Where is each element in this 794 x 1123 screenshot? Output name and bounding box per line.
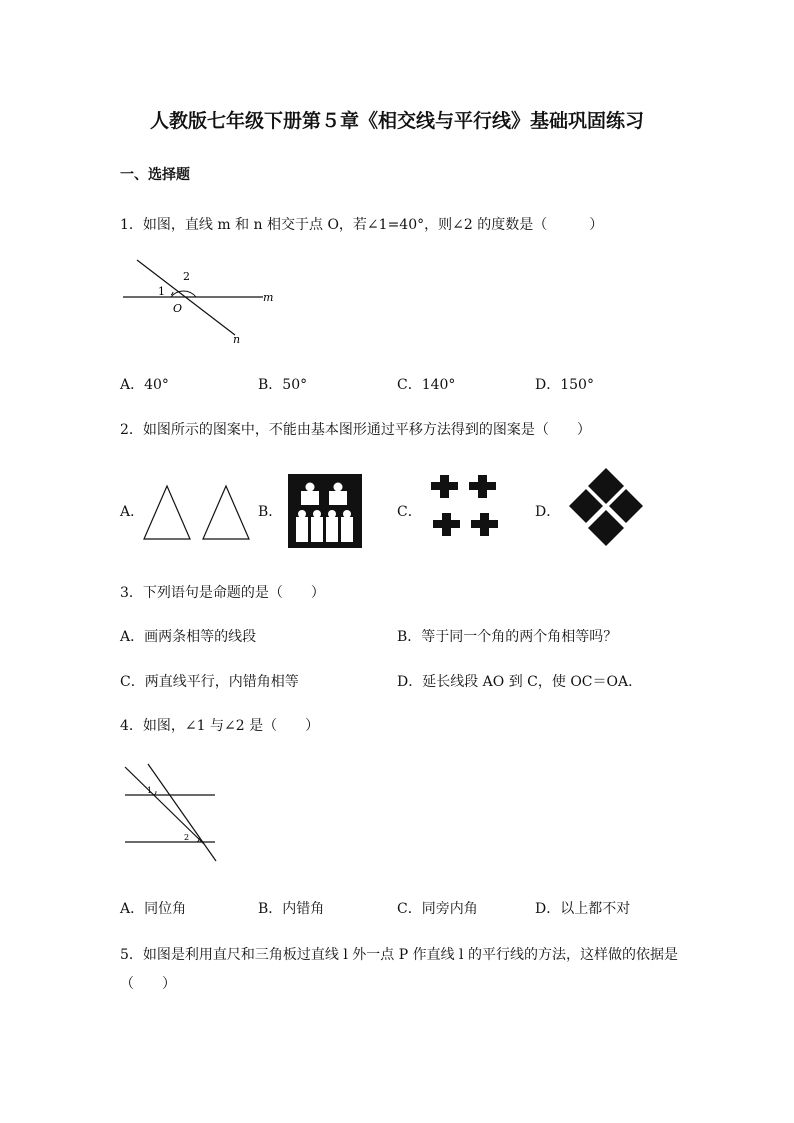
question-1-figure [115,250,285,350]
q2-option-b: B． [258,504,283,520]
question-4-text: 4．如图，∠1 与∠2 是（ ） [120,718,320,734]
question-4-figure [118,760,223,870]
q2-option-a: A． [120,504,145,520]
label-angle-2: 2 [183,270,190,283]
transversal-long [148,764,216,861]
question-5-text: 5．如图是利用直尺和三角板过直线 l 外一点 P 作直线 l 的平行线的方法，这样做的依据是 [120,947,678,963]
question-2-text: 2．如图所示的图案中，不能由基本图形通过平移方法得到的图案是（ ） [120,422,591,438]
transversal-short [125,767,204,844]
section-heading: 一、选择题 [120,167,190,183]
q1-option-c: C．140° [397,377,456,393]
q2-figure-c-crosses [428,471,508,551]
q2-option-c: C． [397,504,422,520]
q3-option-b: B．等于同一个角的两个角相等吗？ [397,629,618,645]
q2-figure-a-triangles [140,484,255,542]
label-line-m: m [263,291,274,304]
q1-option-d: D．150° [535,377,594,393]
q2-figure-d-diamonds [563,466,649,552]
page-title: 人教版七年级下册第５章《相交线与平行线》基础巩固练习 [149,110,644,132]
q1-option-a: A．40° [120,377,169,393]
q4-option-b: B．内错角 [258,901,325,917]
q4-option-d: D．以上都不对 [535,901,631,917]
label-line-n: n [233,333,241,346]
q1-option-b: B．50° [258,377,308,393]
question-1-text: 1．如图，直线 m 和 n 相交于点 O，若∠1=40°，则∠2 的度数是（ ） [120,217,604,233]
q3-option-a: A．画两条相等的线段 [120,629,257,645]
q4-option-c: C．同旁内角 [397,901,478,917]
label-angle-2: 2 [184,833,190,842]
q2-option-d: D． [535,504,561,520]
q4-option-a: A．同位角 [120,901,187,917]
q3-option-d: D．延长线段 AO 到 C，使 OC＝OA． [397,674,643,690]
label-point-o: O [173,302,183,315]
label-angle-1: 1 [158,285,165,298]
q2-figure-b-boxes [288,474,362,548]
question-3-text: 3．下列语句是命题的是（ ） [120,585,325,601]
label-angle-1: 1 [147,786,153,795]
question-5-text-continued: （ ） [120,976,176,992]
q3-option-c: C．两直线平行，内错角相等 [120,674,299,690]
